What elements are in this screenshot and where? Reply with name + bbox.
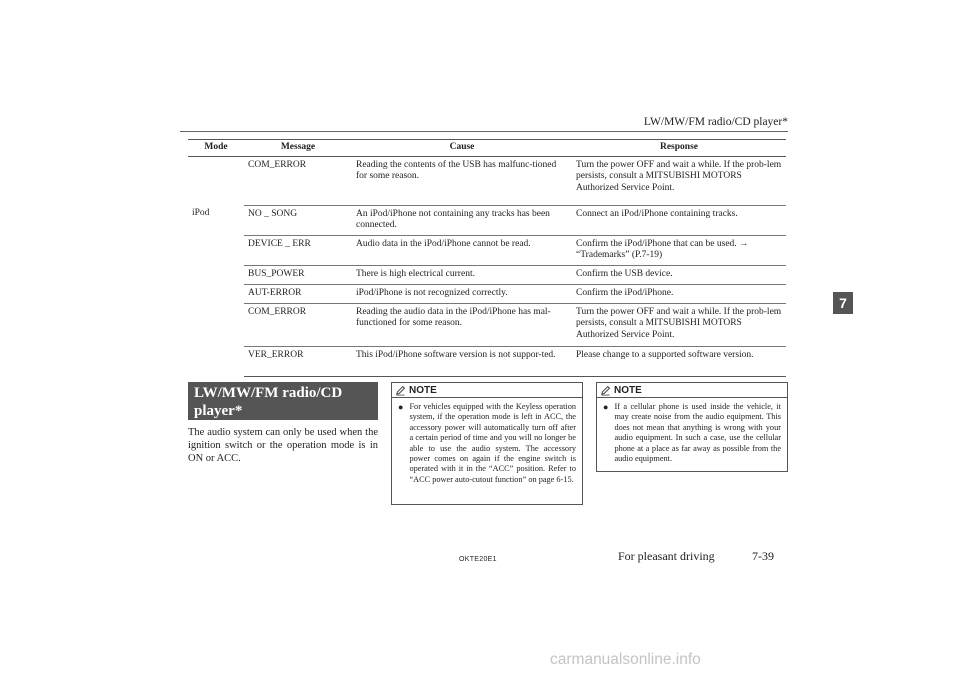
pencil-note-icon bbox=[395, 385, 406, 396]
cell-message: NO _ SONG bbox=[244, 205, 352, 235]
table-row bbox=[188, 265, 786, 284]
table-row bbox=[188, 284, 786, 303]
note-header bbox=[392, 383, 582, 398]
footer-section-title: For pleasant driving bbox=[618, 549, 715, 563]
section-intro-text: The audio system can only be used when the ignition switch or the operation mode is in ON or ACC. bbox=[188, 427, 378, 464]
table-row bbox=[188, 346, 786, 376]
note-bullet: ● bbox=[398, 402, 404, 412]
note-box bbox=[391, 382, 583, 505]
cell-cause: Reading the audio data in the iPod/iPhone has mal-functioned for some reason. bbox=[352, 303, 572, 346]
document-code: OKTE20E1 bbox=[459, 556, 497, 563]
title-rule bbox=[180, 131, 788, 132]
cell-message: COM_ERROR bbox=[244, 156, 352, 205]
note-title: NOTE bbox=[409, 384, 437, 396]
pencil-note-icon bbox=[600, 385, 611, 396]
cell-response: Confirm the USB device. bbox=[572, 265, 786, 284]
cell-cause: iPod/iPhone is not recognized correctly. bbox=[352, 284, 572, 303]
cell-cause: Audio data in the iPod/iPhone cannot be read. bbox=[352, 235, 572, 265]
column-header-response: Response bbox=[572, 140, 786, 157]
column-header-message: Message bbox=[244, 140, 352, 157]
page-number: 7-39 bbox=[752, 549, 774, 563]
table-header-row bbox=[188, 140, 786, 157]
note-body bbox=[597, 398, 787, 464]
cell-cause: An iPod/iPhone not containing any tracks has been connected. bbox=[352, 205, 572, 235]
table-row bbox=[188, 156, 786, 205]
note-title: NOTE bbox=[614, 384, 642, 396]
running-title: LW/MW/FM radio/CD player* bbox=[643, 116, 788, 128]
cell-mode bbox=[188, 156, 244, 205]
cell-message: COM_ERROR bbox=[244, 303, 352, 346]
cell-mode-ipod: iPod bbox=[192, 208, 210, 218]
column-header-mode: Mode bbox=[188, 140, 244, 157]
note-body bbox=[392, 398, 582, 485]
cell-message: AUT-ERROR bbox=[244, 284, 352, 303]
cell-response: Confirm the iPod/iPhone. bbox=[572, 284, 786, 303]
cell-cause: There is high electrical current. bbox=[352, 265, 572, 284]
chapter-tab: 7 bbox=[833, 292, 853, 314]
cell-cause: Reading the contents of the USB has malfunc-tioned for some reason. bbox=[352, 156, 572, 205]
error-message-table bbox=[188, 139, 786, 377]
table-row bbox=[188, 235, 786, 265]
cell-response: Please change to a supported software version. bbox=[572, 346, 786, 376]
note-text: For vehicles equipped with the Keyless operation system, if the operation mode is left in ACC, the accessory power will automatically turn off after a certain period of time and you will no longer be able to use the audio system. The accessory power comes on again if the engine switch is operated with it in the “ACC” position. Refer to “ACC power auto-cutout function” on page 6-15. bbox=[409, 402, 576, 484]
note-text: If a cellular phone is used inside the vehicle, it may create noise from the audio equipment. This does not mean that anything is wrong with your audio equipment. In such a case, use the cellular phone at a place as far away as possible from the audio equipment. bbox=[614, 402, 781, 464]
column-header-cause: Cause bbox=[352, 140, 572, 157]
cell-message: DEVICE _ ERR bbox=[244, 235, 352, 265]
table-row bbox=[188, 303, 786, 346]
cell-cause: This iPod/iPhone software version is not suppor-ted. bbox=[352, 346, 572, 376]
note-box bbox=[596, 382, 788, 472]
cell-response: Turn the power OFF and wait a while. If the prob-lem persists, consult a MITSUBISHI MOTORS Authorized Service Point. bbox=[572, 156, 786, 205]
cell-response: Turn the power OFF and wait a while. If the prob-lem persists, consult a MITSUBISHI MOTORS Authorized Service Point. bbox=[572, 303, 786, 346]
section-heading: LW/MW/FM radio/CD player* bbox=[188, 382, 378, 420]
cell-message: VER_ERROR bbox=[244, 346, 352, 376]
cell-message: BUS_POWER bbox=[244, 265, 352, 284]
note-bullet: ● bbox=[603, 402, 609, 412]
cell-response: Confirm the iPod/iPhone that can be used. → “Trademarks” (P.7-19) bbox=[572, 235, 786, 265]
watermark: carmanualsonline.info bbox=[550, 651, 701, 668]
table-row bbox=[188, 205, 786, 235]
cell-response: Connect an iPod/iPhone containing tracks. bbox=[572, 205, 786, 235]
note-header bbox=[597, 383, 787, 398]
